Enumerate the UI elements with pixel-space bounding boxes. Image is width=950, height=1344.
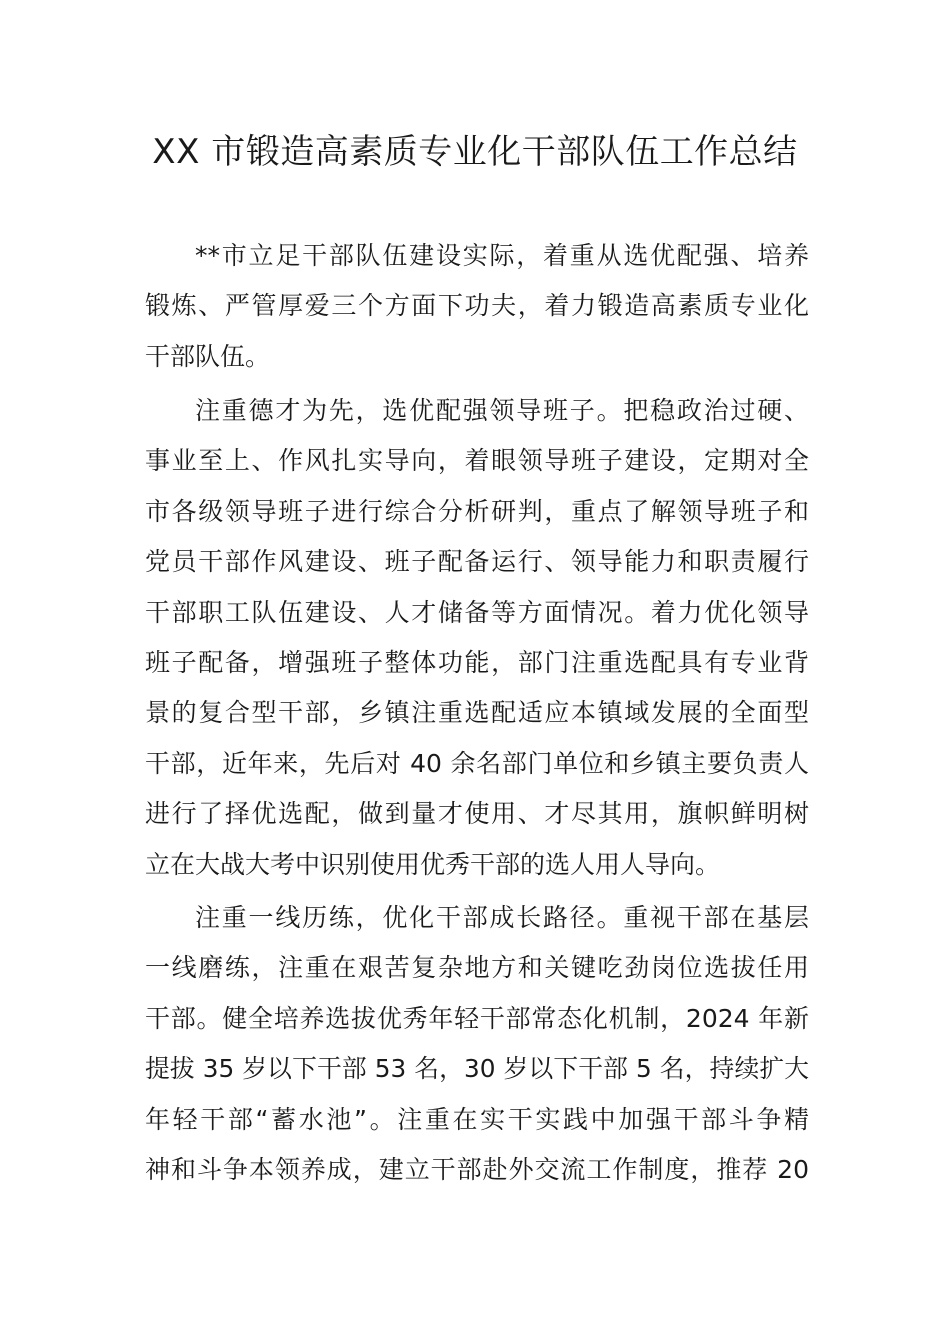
paragraph-line: 景的复合型干部，乡镇注重选配适应本镇域发展的全面型: [145, 698, 809, 728]
paragraph-line: 党员干部作风建设、班子配备运行、领导能力和职责履行: [145, 547, 809, 577]
document-title: XX 市锻造高素质专业化干部队伍工作总结: [152, 132, 798, 172]
paragraph-line: **市立足干部队伍建设实际，着重从选优配强、培养: [195, 241, 809, 270]
paragraph-line: 神和斗争本领养成，建立干部赴外交流工作制度，推荐 20: [145, 1154, 809, 1184]
paragraph-line: 一线磨练，注重在艰苦复杂地方和关键吃劲岗位选拔任用: [145, 953, 809, 983]
paragraph-line: 干部。健全培养选拔优秀年轻干部常态化机制，2024 年新: [145, 1003, 809, 1033]
paragraph-intro: [145, 231, 809, 382]
paragraph-line: 锻炼、严管厚爱三个方面下功夫，着力锻造高素质专业化: [145, 291, 809, 321]
paragraph-line: 注重德才为先，选优配强领导班子。把稳政治过硬、: [195, 396, 809, 425]
paragraph-line: 事业至上、作风扎实导向，着眼领导班子建设，定期对全: [145, 446, 809, 476]
paragraph-line: 注重一线历练，优化干部成长路径。重视干部在基层: [195, 903, 809, 932]
paragraph-line: 进行了择优选配，做到量才使用、才尽其用，旗帜鲜明树: [145, 799, 809, 829]
paragraph-line: 干部职工队伍建设、人才储备等方面情况。着力优化领导: [145, 597, 809, 627]
paragraph-leadership: [145, 386, 809, 890]
paragraph-frontline: [145, 893, 809, 1195]
paragraph-line: 立在大战大考中识别使用优秀干部的选人用人导向。: [145, 849, 721, 879]
paragraph-line: 年轻干部“蓄水池”。注重在实干实践中加强干部斗争精: [145, 1104, 809, 1134]
paragraph-line: 干部，近年来，先后对 40 余名部门单位和乡镇主要负责人: [145, 748, 809, 778]
paragraph-line: 提拔 35 岁以下干部 53 名，30 岁以下干部 5 名，持续扩大: [145, 1054, 809, 1084]
paragraph-line: 班子配备，增强班子整体功能，部门注重选配具有专业背: [145, 647, 809, 677]
paragraph-line: 市各级领导班子进行综合分析研判，重点了解领导班子和: [145, 496, 809, 526]
paragraph-line: 干部队伍。: [145, 341, 271, 371]
